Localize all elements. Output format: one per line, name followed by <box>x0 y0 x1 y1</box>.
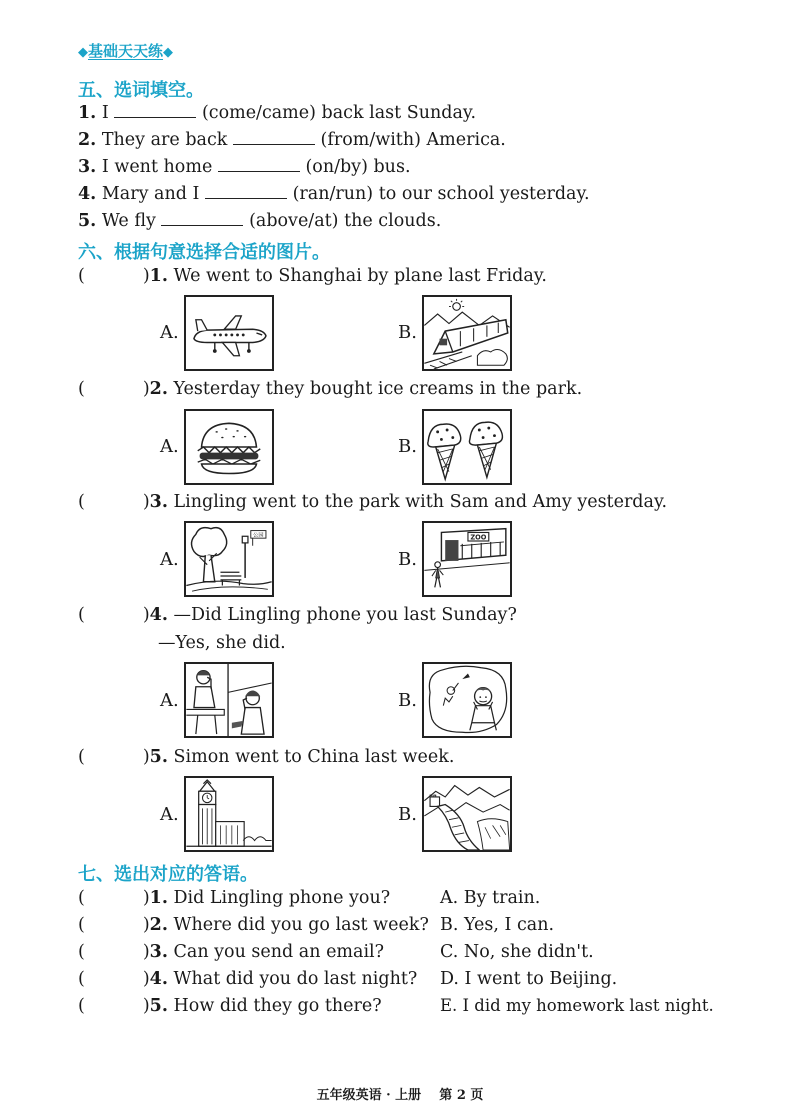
question-text: Simon went to China last week. <box>173 747 455 767</box>
open-paren: ( <box>78 888 85 908</box>
picture-question-1 <box>78 266 547 286</box>
close-paren: ) <box>142 888 150 908</box>
word-options: (above/at) <box>249 211 339 231</box>
phone-call-picture[interactable] <box>184 662 274 738</box>
answer-option-c: C. No, she didn't. <box>440 942 594 962</box>
page-footer: 五年级英语 · 上册 第 2 页 <box>316 1088 484 1103</box>
item-number: 4. <box>149 969 168 989</box>
open-paren: ( <box>78 266 85 286</box>
item-number: 5. <box>149 996 168 1016</box>
close-paren: ) <box>142 942 150 962</box>
item-text: America. <box>426 130 506 150</box>
option-b-label: B. <box>398 549 417 570</box>
answer-blank[interactable] <box>218 157 300 172</box>
option-b-label: B. <box>398 690 417 711</box>
question-text: Lingling went to the park with Sam and Amy yesterday. <box>173 492 668 512</box>
answer-text: —Yes, she did. <box>158 633 286 653</box>
item-text: the clouds. <box>344 211 442 231</box>
option-a-label: A. <box>160 549 179 570</box>
fill-item-3 <box>78 157 411 177</box>
option-a-label: A. <box>160 436 179 457</box>
fill-item-5 <box>78 211 441 231</box>
option-b-label: B. <box>398 436 417 457</box>
item-number: 5. <box>149 747 168 767</box>
diamond-icon: ◆ <box>78 45 88 60</box>
answer-option-e: E. I did my homework last night. <box>440 996 714 1015</box>
item-number: 2. <box>78 130 97 150</box>
option-a-label: A. <box>160 804 179 825</box>
picture-question-2 <box>78 379 582 399</box>
option-a-label: A. <box>160 322 179 343</box>
item-number: 3. <box>149 492 168 512</box>
airplane-picture[interactable] <box>184 295 274 371</box>
open-paren: ( <box>78 996 85 1016</box>
item-number: 3. <box>149 942 168 962</box>
item-number: 1. <box>149 266 168 286</box>
word-options: (come/came) <box>201 103 316 123</box>
item-number: 2. <box>149 915 168 935</box>
item-text: I <box>101 103 109 123</box>
question-text: —Did Lingling phone you last Sunday? <box>173 605 517 625</box>
train-picture[interactable] <box>422 295 512 371</box>
question-text: How did they go there? <box>173 996 382 1016</box>
close-paren: ) <box>142 605 150 625</box>
section-7-title: 七、选出对应的答语。 <box>78 864 258 885</box>
open-paren: ( <box>78 492 85 512</box>
great-wall-picture[interactable] <box>422 776 512 852</box>
item-text: I went home <box>101 157 213 177</box>
question-text: We went to Shanghai by plane last Friday. <box>173 266 547 286</box>
answer-blank[interactable] <box>114 103 196 118</box>
fill-item-2 <box>78 130 506 150</box>
close-paren: ) <box>142 266 150 286</box>
open-paren: ( <box>78 379 85 399</box>
item-number: 3. <box>78 157 97 177</box>
park-picture[interactable] <box>184 521 274 597</box>
banner <box>78 40 173 61</box>
zoo-sign-text: ZOO <box>470 533 487 542</box>
section-6-title: 六、根据句意选择合适的图片。 <box>78 242 330 263</box>
item-text: back last Sunday. <box>321 103 477 123</box>
item-number: 1. <box>149 888 168 908</box>
question-text: Did Lingling phone you? <box>173 888 391 908</box>
item-text: bus. <box>373 157 411 177</box>
answer-option-a: A. By train. <box>440 888 541 908</box>
answer-option-b: B. Yes, I can. <box>440 915 555 935</box>
item-number: 5. <box>78 211 97 231</box>
close-paren: ) <box>142 915 150 935</box>
close-paren: ) <box>142 969 150 989</box>
open-paren: ( <box>78 747 85 767</box>
picture-question-3 <box>78 492 667 512</box>
fill-item-4 <box>78 184 590 204</box>
section-5-title: 五、选词填空。 <box>78 80 204 101</box>
item-number: 4. <box>78 184 97 204</box>
item-number: 4. <box>149 605 168 625</box>
hamburger-picture[interactable] <box>184 409 274 485</box>
close-paren: ) <box>142 379 150 399</box>
answer-blank[interactable] <box>205 184 287 199</box>
question-text: What did you do last night? <box>173 969 418 989</box>
question-text: Can you send an email? <box>173 942 385 962</box>
word-options: (ran/run) <box>292 184 374 204</box>
open-paren: ( <box>78 915 85 935</box>
item-number: 2. <box>149 379 168 399</box>
girl-thinking-picture[interactable] <box>422 662 512 738</box>
option-b-label: B. <box>398 804 417 825</box>
picture-question-5 <box>78 747 454 767</box>
option-a-label: A. <box>160 690 179 711</box>
big-ben-picture[interactable] <box>184 776 274 852</box>
diamond-icon: ◆ <box>163 45 174 60</box>
word-options: (from/with) <box>320 130 421 150</box>
match-question-5 <box>78 996 382 1016</box>
answer-option-d: D. I went to Beijing. <box>440 969 618 989</box>
close-paren: ) <box>142 492 150 512</box>
option-b-label: B. <box>398 322 417 343</box>
fill-item-1 <box>78 103 476 123</box>
close-paren: ) <box>142 747 150 767</box>
match-question-2 <box>78 915 429 935</box>
park-sign-text: 公园 <box>253 532 264 539</box>
question-text: Yesterday they bought ice creams in the park. <box>173 379 583 399</box>
answer-blank[interactable] <box>161 211 243 226</box>
close-paren: ) <box>142 996 150 1016</box>
answer-blank[interactable] <box>233 130 315 145</box>
match-question-4 <box>78 969 417 989</box>
match-question-1 <box>78 888 390 908</box>
picture-question-4 <box>78 605 517 625</box>
item-number: 1. <box>78 103 97 123</box>
item-text: We fly <box>101 211 156 231</box>
item-text: Mary and I <box>101 184 200 204</box>
match-question-3 <box>78 942 384 962</box>
open-paren: ( <box>78 969 85 989</box>
question-text: Where did you go last week? <box>173 915 429 935</box>
banner-title: 基础天天练 <box>88 42 164 60</box>
zoo-picture[interactable] <box>422 521 512 597</box>
open-paren: ( <box>78 605 85 625</box>
open-paren: ( <box>78 942 85 962</box>
item-text: They are back <box>101 130 228 150</box>
word-options: (on/by) <box>305 157 368 177</box>
item-text: to our school yesterday. <box>378 184 590 204</box>
ice-cream-picture[interactable] <box>422 409 512 485</box>
